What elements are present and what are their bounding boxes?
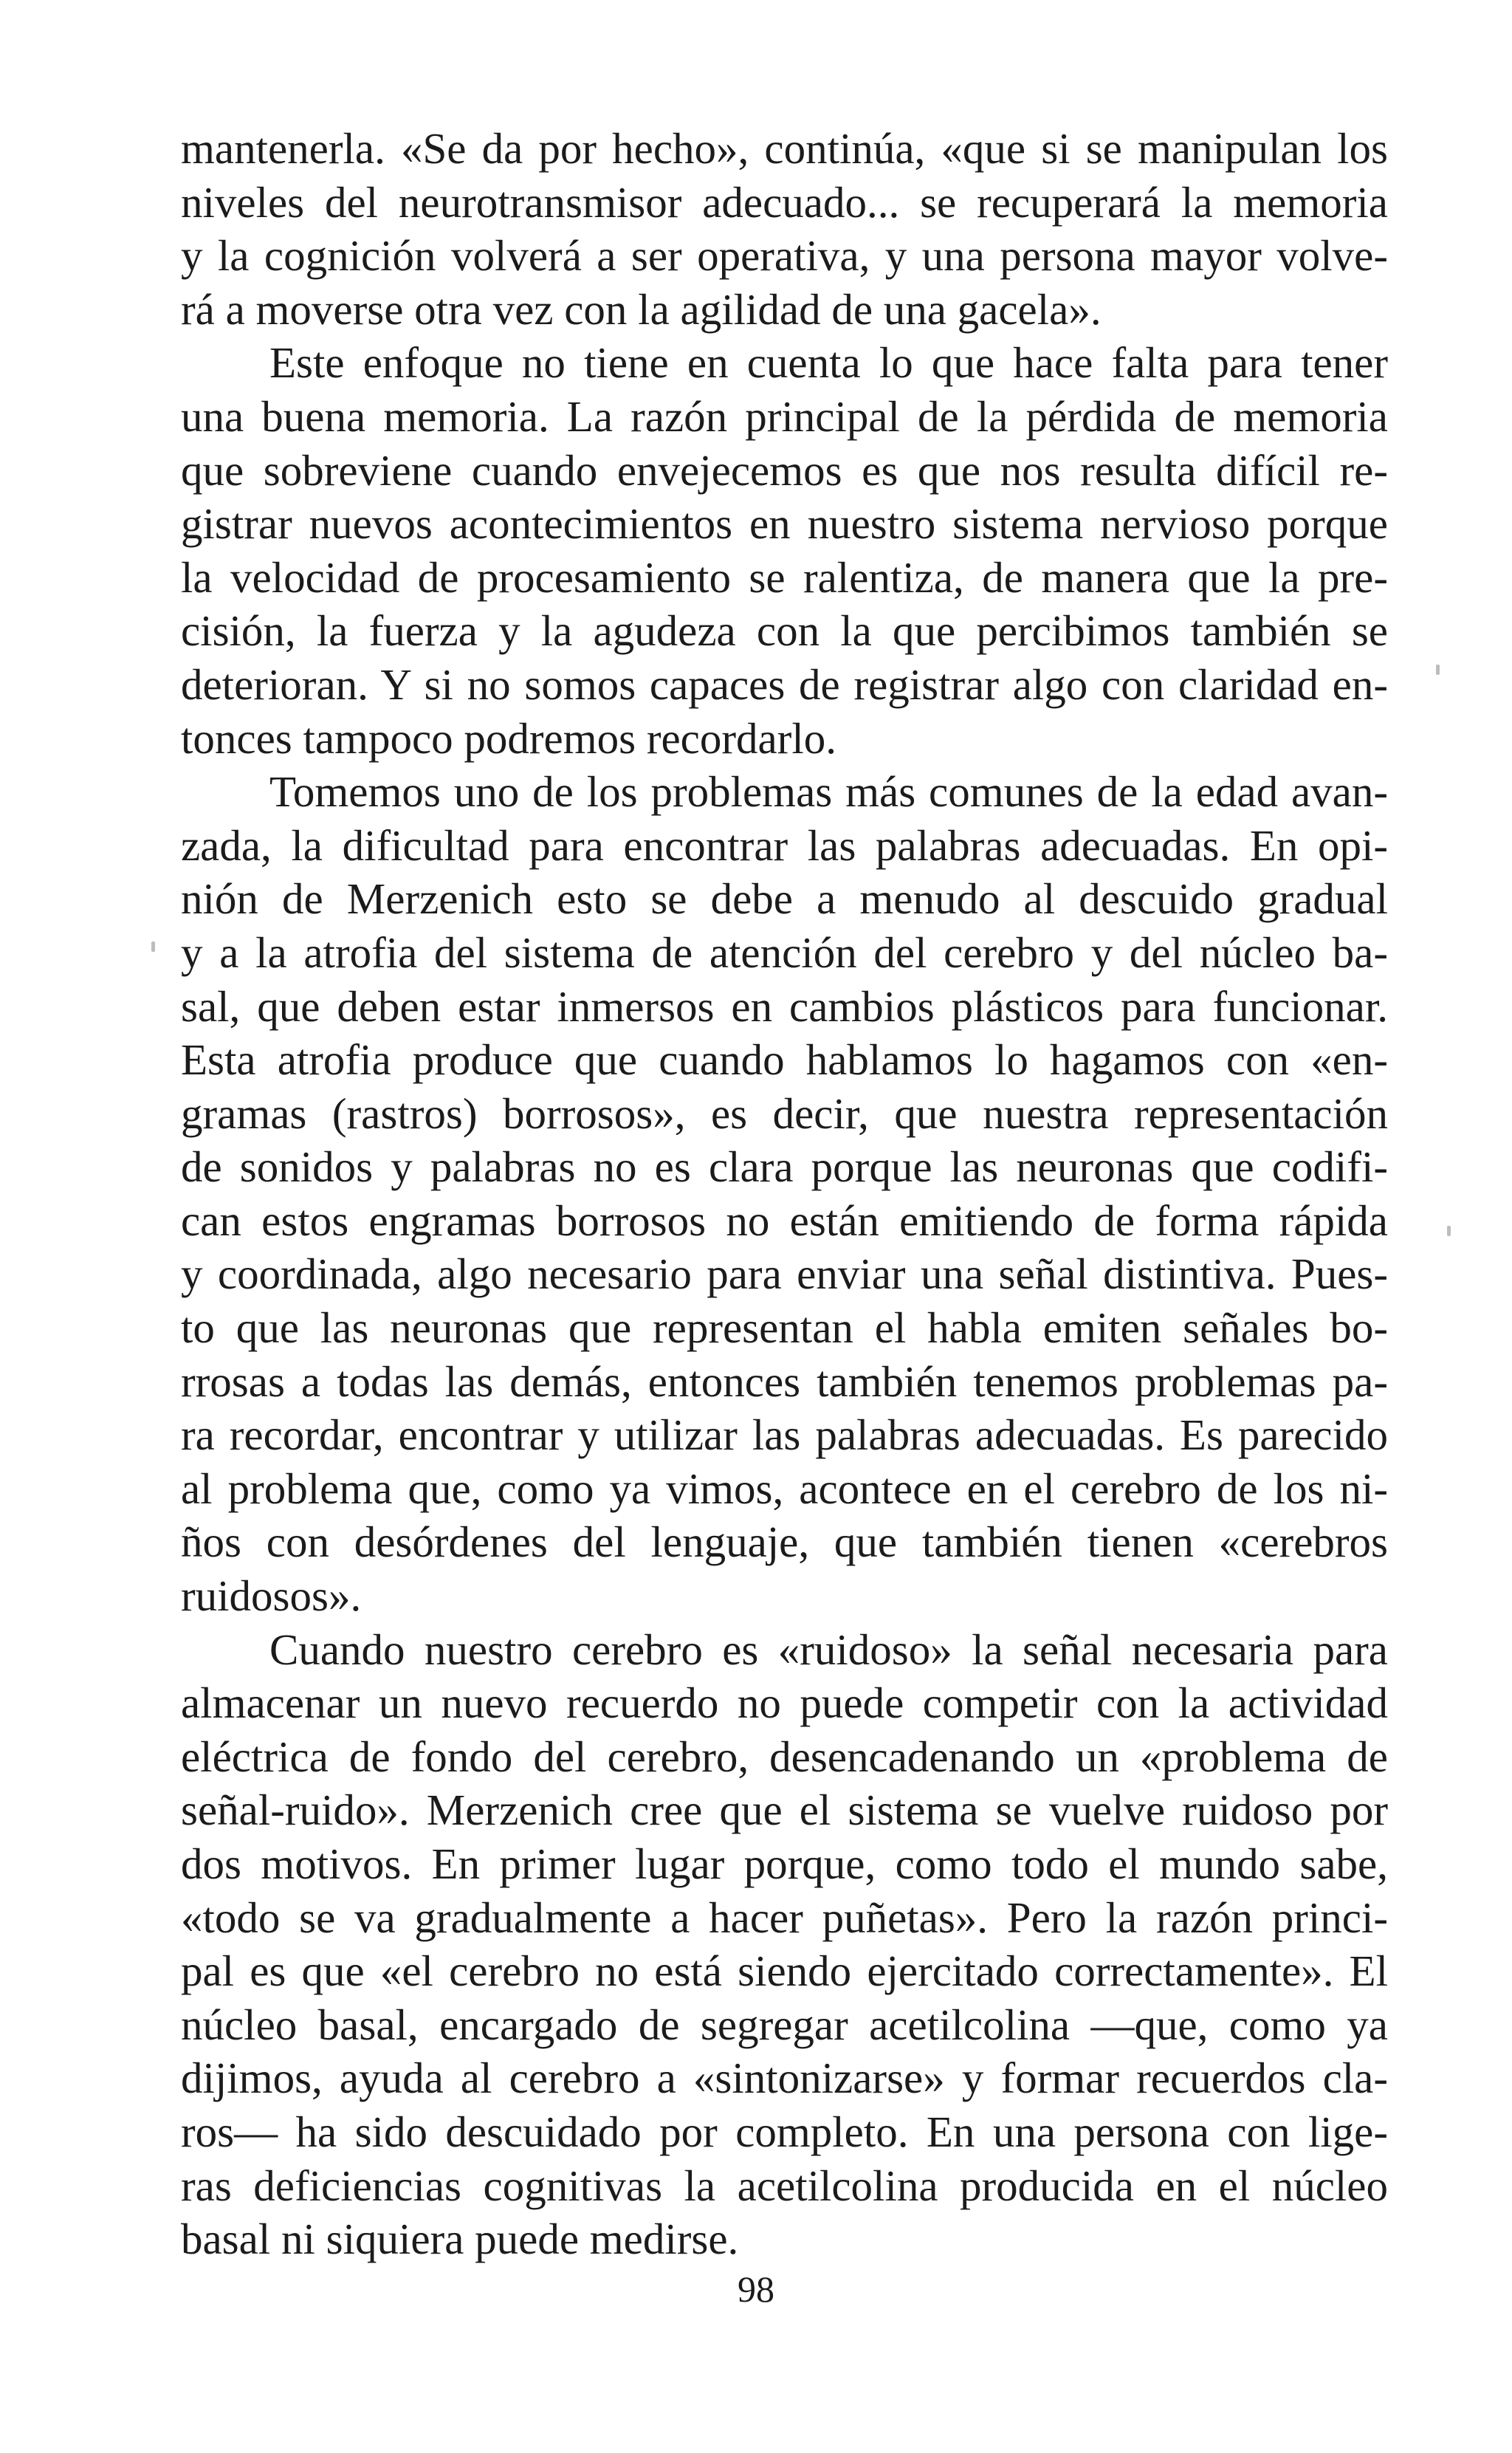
- text-line: gistrar nuevos acontecimientos en nuestro sistema nervioso porque: [181, 499, 1388, 549]
- text-line: cisión, la fuerza y la agudeza con la que percibimos también se: [181, 606, 1388, 656]
- text-line: dijimos, ayuda al cerebro a «sintonizarse» y formar recuerdos cla-: [181, 2054, 1388, 2103]
- text-line: pal es que «el cerebro no está siendo ejercitado correctamente». El: [181, 1946, 1388, 1996]
- scan-speck: [151, 941, 155, 952]
- text-line: Esta atrofia produce que cuando hablamos lo hagamos con «en-: [181, 1035, 1388, 1085]
- scan-speck: [1436, 665, 1440, 675]
- text-line: nión de Merzenich esto se debe a menudo al descuido gradual: [181, 874, 1388, 924]
- text-line: ruidosos».: [181, 1571, 362, 1621]
- text-line: ños con desórdenes del lenguaje, que también tienen «cerebros: [181, 1517, 1388, 1567]
- text-line: deterioran. Y si no somos capaces de registrar algo con claridad en-: [181, 659, 1388, 709]
- text-line: mantenerla. «Se da por hecho», continúa, «que si se manipulan los: [181, 124, 1388, 173]
- text-line: niveles del neurotransmisor adecuado... se recuperará la memoria: [181, 177, 1388, 227]
- text-line: to que las neuronas que representan el habla emiten señales bo-: [181, 1303, 1388, 1353]
- text-line: eléctrica de fondo del cerebro, desencadenando un «problema de: [181, 1732, 1388, 1781]
- text-line: rrosas a todas las demás, entonces también tenemos problemas pa-: [181, 1356, 1388, 1406]
- text-line: gramas (rastros) borrosos», es decir, que nuestra representación: [181, 1088, 1388, 1138]
- text-line: basal ni siquiera puede medirse.: [181, 2214, 739, 2264]
- text-line: almacenar un nuevo recuerdo no puede competir con la actividad: [181, 1678, 1388, 1728]
- text-line: núcleo basal, encargado de segregar acetilcolina —que, como ya: [181, 2000, 1388, 2049]
- paragraph-1: [181, 122, 1388, 336]
- text-line: al problema que, como ya vimos, acontece en el cerebro de los ni-: [181, 1464, 1388, 1513]
- text-line: dos motivos. En primer lugar porque, como todo el mundo sabe,: [181, 1839, 1388, 1888]
- scan-speck: [1447, 1226, 1451, 1236]
- text-line: Tomemos uno de los problemas más comunes de la edad avan-: [269, 767, 1388, 817]
- text-line: ros— ha sido descuidado por completo. En una persona con lige-: [181, 2107, 1388, 2156]
- paragraph-4: [181, 1623, 1388, 2266]
- text-line: ra recordar, encontrar y utilizar las palabras adecuadas. Es parecido: [181, 1410, 1388, 1460]
- text-line: la velocidad de procesamiento se ralentiza, de manera que la pre-: [181, 552, 1388, 602]
- text-line: y coordinada, algo necesario para enviar una señal distintiva. Pues-: [181, 1249, 1388, 1299]
- text-line: Este enfoque no tiene en cuenta lo que hace falta para tener: [269, 338, 1388, 388]
- text-line: de sonidos y palabras no es clara porque las neuronas que codifi-: [181, 1142, 1388, 1192]
- book-page-body: [181, 122, 1388, 2266]
- text-line: Cuando nuestro cerebro es «ruidoso» la señal necesaria para: [269, 1625, 1388, 1674]
- text-line: can estos engramas borrosos no están emitiendo de forma rápida: [181, 1195, 1388, 1245]
- text-line: tonces tampoco podremos recordarlo.: [181, 713, 836, 763]
- text-line: una buena memoria. La razón principal de la pérdida de memoria: [181, 391, 1388, 441]
- text-line: sal, que deben estar inmersos en cambios plásticos para funcionar.: [181, 981, 1388, 1031]
- text-line: ras deficiencias cognitivas la acetilcolina producida en el núcleo: [181, 2161, 1388, 2210]
- text-line: rá a moverse otra vez con la agilidad de una gacela».: [181, 284, 1102, 334]
- text-line: zada, la dificultad para encontrar las palabras adecuadas. En opi-: [181, 820, 1388, 870]
- paragraph-3: [181, 765, 1388, 1623]
- text-line: señal-ruido». Merzenich cree que el sistema se vuelve ruidoso por: [181, 1785, 1388, 1835]
- text-line: «todo se va gradualmente a hacer puñetas». Pero la razón princi-: [181, 1893, 1388, 1942]
- text-line: y a la atrofia del sistema de atención del cerebro y del núcleo ba-: [181, 927, 1388, 977]
- paragraph-2: [181, 336, 1388, 765]
- page-number: 98: [738, 2268, 774, 2310]
- text-line: y la cognición volverá a ser operativa, y una persona mayor volve-: [181, 231, 1388, 281]
- text-line: que sobreviene cuando envejecemos es que nos resulta difícil re-: [181, 445, 1388, 495]
